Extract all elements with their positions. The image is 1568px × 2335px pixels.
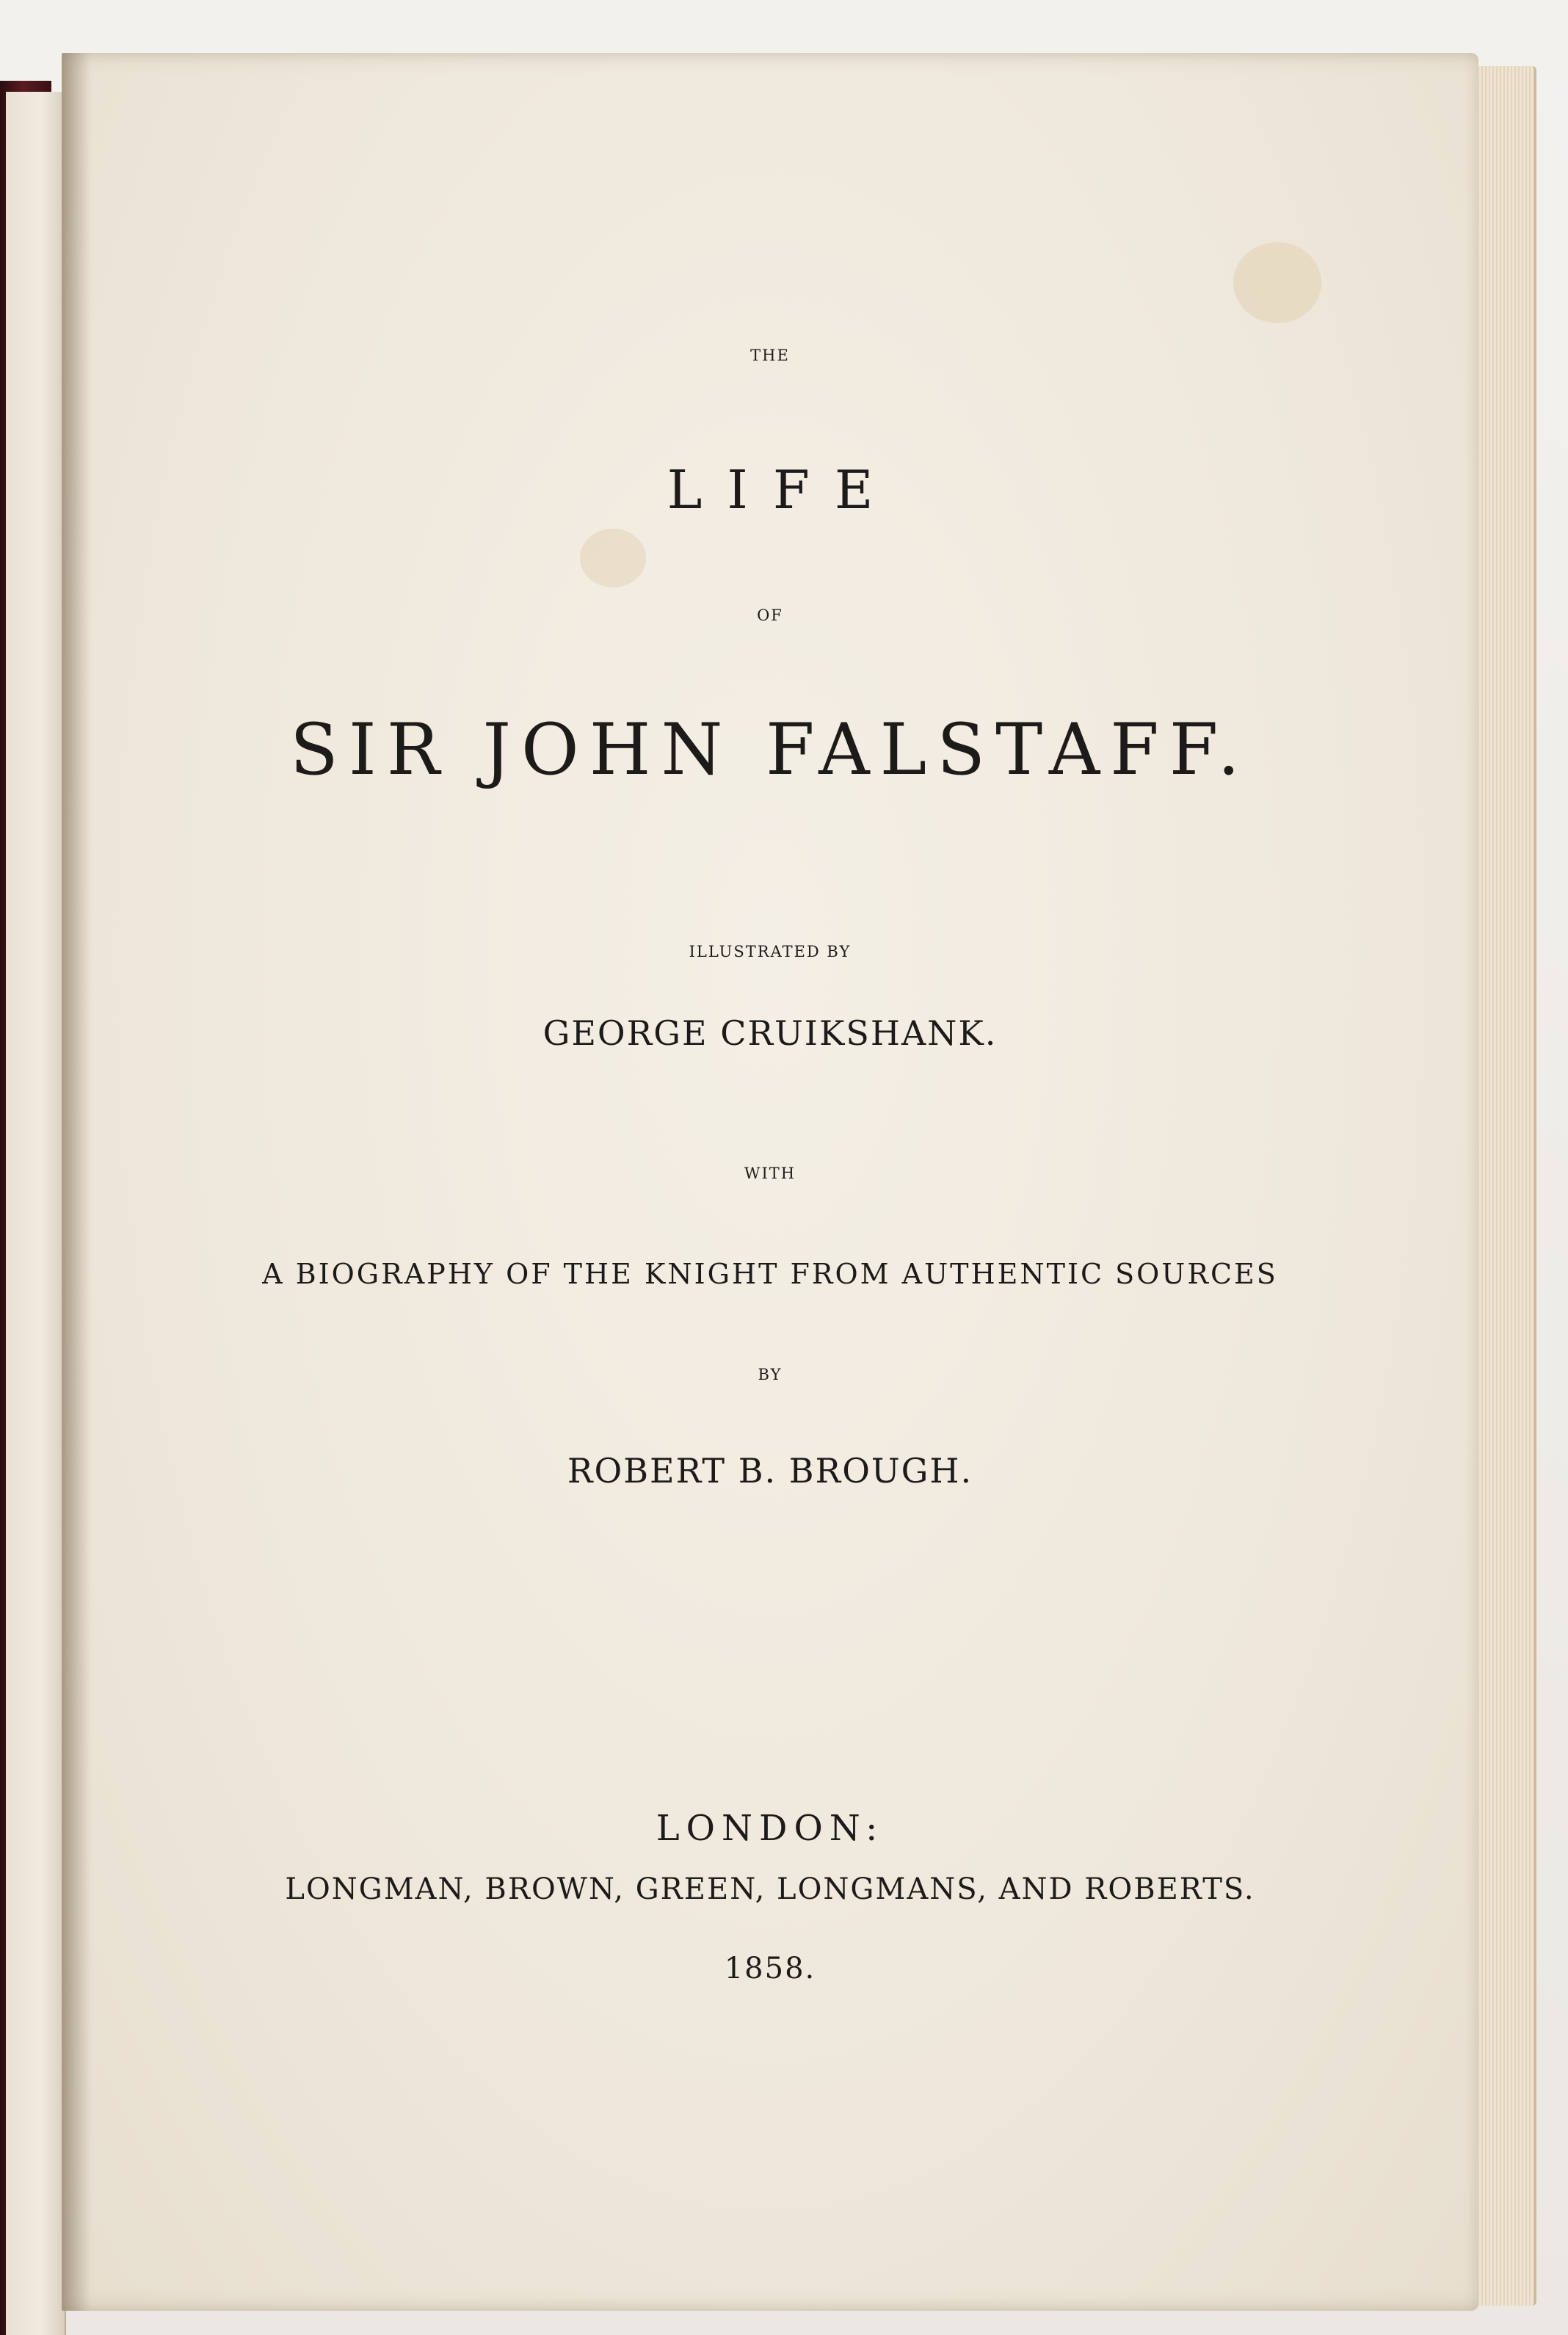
subtitle-biography: A BIOGRAPHY OF THE KNIGHT FROM AUTHENTIC SOURCES xyxy=(262,1258,1278,1290)
imprint-year: 1858. xyxy=(724,1952,816,1985)
facing-page-edge xyxy=(6,92,66,2335)
with-label: WITH xyxy=(744,1165,796,1182)
title-article: THE xyxy=(750,347,790,364)
main-title: SIR JOHN FALSTAFF. xyxy=(290,709,1250,791)
author-name: ROBERT B. BROUGH. xyxy=(567,1451,973,1491)
foxing-spot xyxy=(1233,242,1321,323)
foxing-spot xyxy=(580,529,646,587)
title-preposition: OF xyxy=(757,607,783,624)
illustrated-by-label: ILLUSTRATED BY xyxy=(689,943,852,960)
by-label: BY xyxy=(758,1366,783,1383)
imprint-publisher: LONGMAN, BROWN, GREEN, LONGMANS, AND ROBERTS. xyxy=(285,1872,1255,1906)
imprint-place: LONDON: xyxy=(656,1808,885,1849)
illustrator-name: GEORGE CRUIKSHANK. xyxy=(542,1013,998,1053)
title-line-life: LIFE xyxy=(667,459,899,521)
